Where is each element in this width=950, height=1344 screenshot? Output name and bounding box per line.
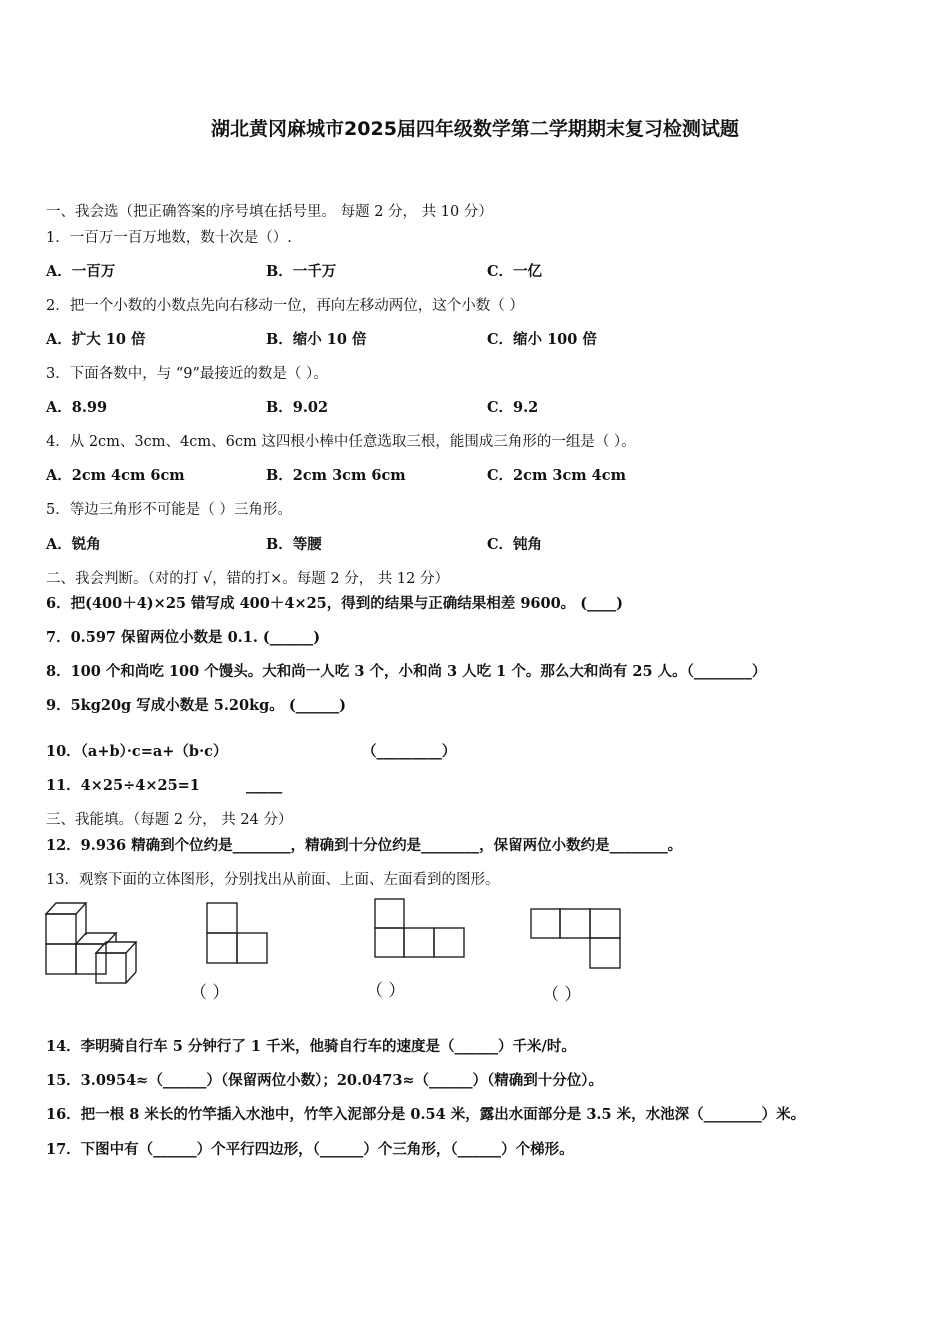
q1-option-a: A．一百万 (46, 263, 116, 280)
solid-figure (44, 900, 154, 990)
q3-option-a: A．8.99 (46, 399, 108, 416)
question-6: 6．把(400＋4)×25 错写成 400＋4×25，得到的结果与正确结果相差 9600。 (____) (46, 595, 623, 612)
question-12: 12．9.936 精确到个位约是________，精确到十分位约是________，保留两位小数约是________。 (46, 837, 683, 854)
question-17: 17．下图中有（______）个平行四边形，（______）个三角形，（______）个梯形。 (46, 1141, 574, 1158)
question-15: 15．3.0954≈（______）（保留两位小数）；20.0473≈（______）（精确到十分位）。 (46, 1072, 604, 1089)
view-2-answer[interactable]: （ ） (366, 981, 406, 1001)
view-1-answer[interactable]: （ ） (190, 983, 230, 1003)
q5-option-a: A．锐角 (46, 536, 101, 553)
question-10: 10．（a+b）·c=a+（b·c） (46, 743, 228, 760)
q11-answer-blank[interactable]: _____ (246, 777, 283, 794)
q10-answer-blank[interactable]: （_________） (362, 743, 457, 760)
q3-option-b: B．9.02 (266, 399, 329, 416)
view-figure-1 (206, 902, 268, 964)
section2-heading: 二、我会判断。（对的打 √，错的打×。每题 2 分， 共 12 分） (46, 571, 449, 587)
view-figure-3 (530, 908, 621, 969)
question-9: 9．5kg20g 写成小数是 5.20kg。 (______) (46, 697, 347, 714)
question-4: 4．从 2cm、3cm、4cm、6cm 这四根小棒中任意选取三根，能围成三角形的一组是（ ）。 (46, 434, 636, 450)
view-figure-2 (374, 898, 465, 958)
q4-option-b: B．2cm 3cm 6cm (266, 467, 406, 484)
view-3-answer[interactable]: （ ） (542, 985, 582, 1005)
page-title: 湖北黄冈麻城市2025届四年级数学第二学期期末复习检测试题 (211, 118, 739, 140)
q1-option-b: B．一千万 (266, 263, 337, 280)
q4-option-c: C．2cm 3cm 4cm (487, 467, 626, 484)
section3-heading: 三、我能填。（每题 2 分， 共 24 分） (46, 812, 293, 828)
q2-option-c: C．缩小 100 倍 (487, 331, 597, 348)
q5-option-c: C．钝角 (487, 536, 543, 553)
section1-heading: 一、我会选（把正确答案的序号填在括号里。 每题 2 分， 共 10 分） (46, 204, 493, 220)
question-16: 16．把一根 8 米长的竹竿插入水池中，竹竿入泥部分是 0.54 米，露出水面部分是 3.5 米，水池深（________）米。 (46, 1106, 806, 1123)
question-13: 13．观察下面的立体图形，分别找出从前面、上面、左面看到的图形。 (46, 872, 500, 888)
question-3: 3．下面各数中，与 “9”最接近的数是（ ）。 (46, 366, 328, 382)
question-11: 11．4×25÷4×25=1 (46, 777, 200, 794)
question-1: 1．一百万一百万地数，数十次是（）. (46, 230, 292, 246)
q5-option-b: B．等腰 (266, 536, 322, 553)
q3-option-c: C．9.2 (487, 399, 539, 416)
question-14: 14．李明骑自行车 5 分钟行了 1 千米，他骑自行车的速度是（______）千米/时。 (46, 1038, 576, 1055)
question-5: 5．等边三角形不可能是（ ）三角形。 (46, 502, 292, 518)
q2-option-b: B．缩小 10 倍 (266, 331, 367, 348)
q2-option-a: A．扩大 10 倍 (46, 331, 146, 348)
question-2: 2．把一个小数的小数点先向右移动一位，再向左移动两位，这个小数（ ） (46, 298, 524, 314)
question-7: 7．0.597 保留两位小数是 0.1. (______) (46, 629, 321, 646)
q1-option-c: C．一亿 (487, 263, 543, 280)
question-8: 8．100 个和尚吃 100 个馒头。大和尚一人吃 3 个，小和尚 3 人吃 1 个。那么大和尚有 25 人。（________） (46, 663, 767, 680)
q4-option-a: A．2cm 4cm 6cm (46, 467, 185, 484)
